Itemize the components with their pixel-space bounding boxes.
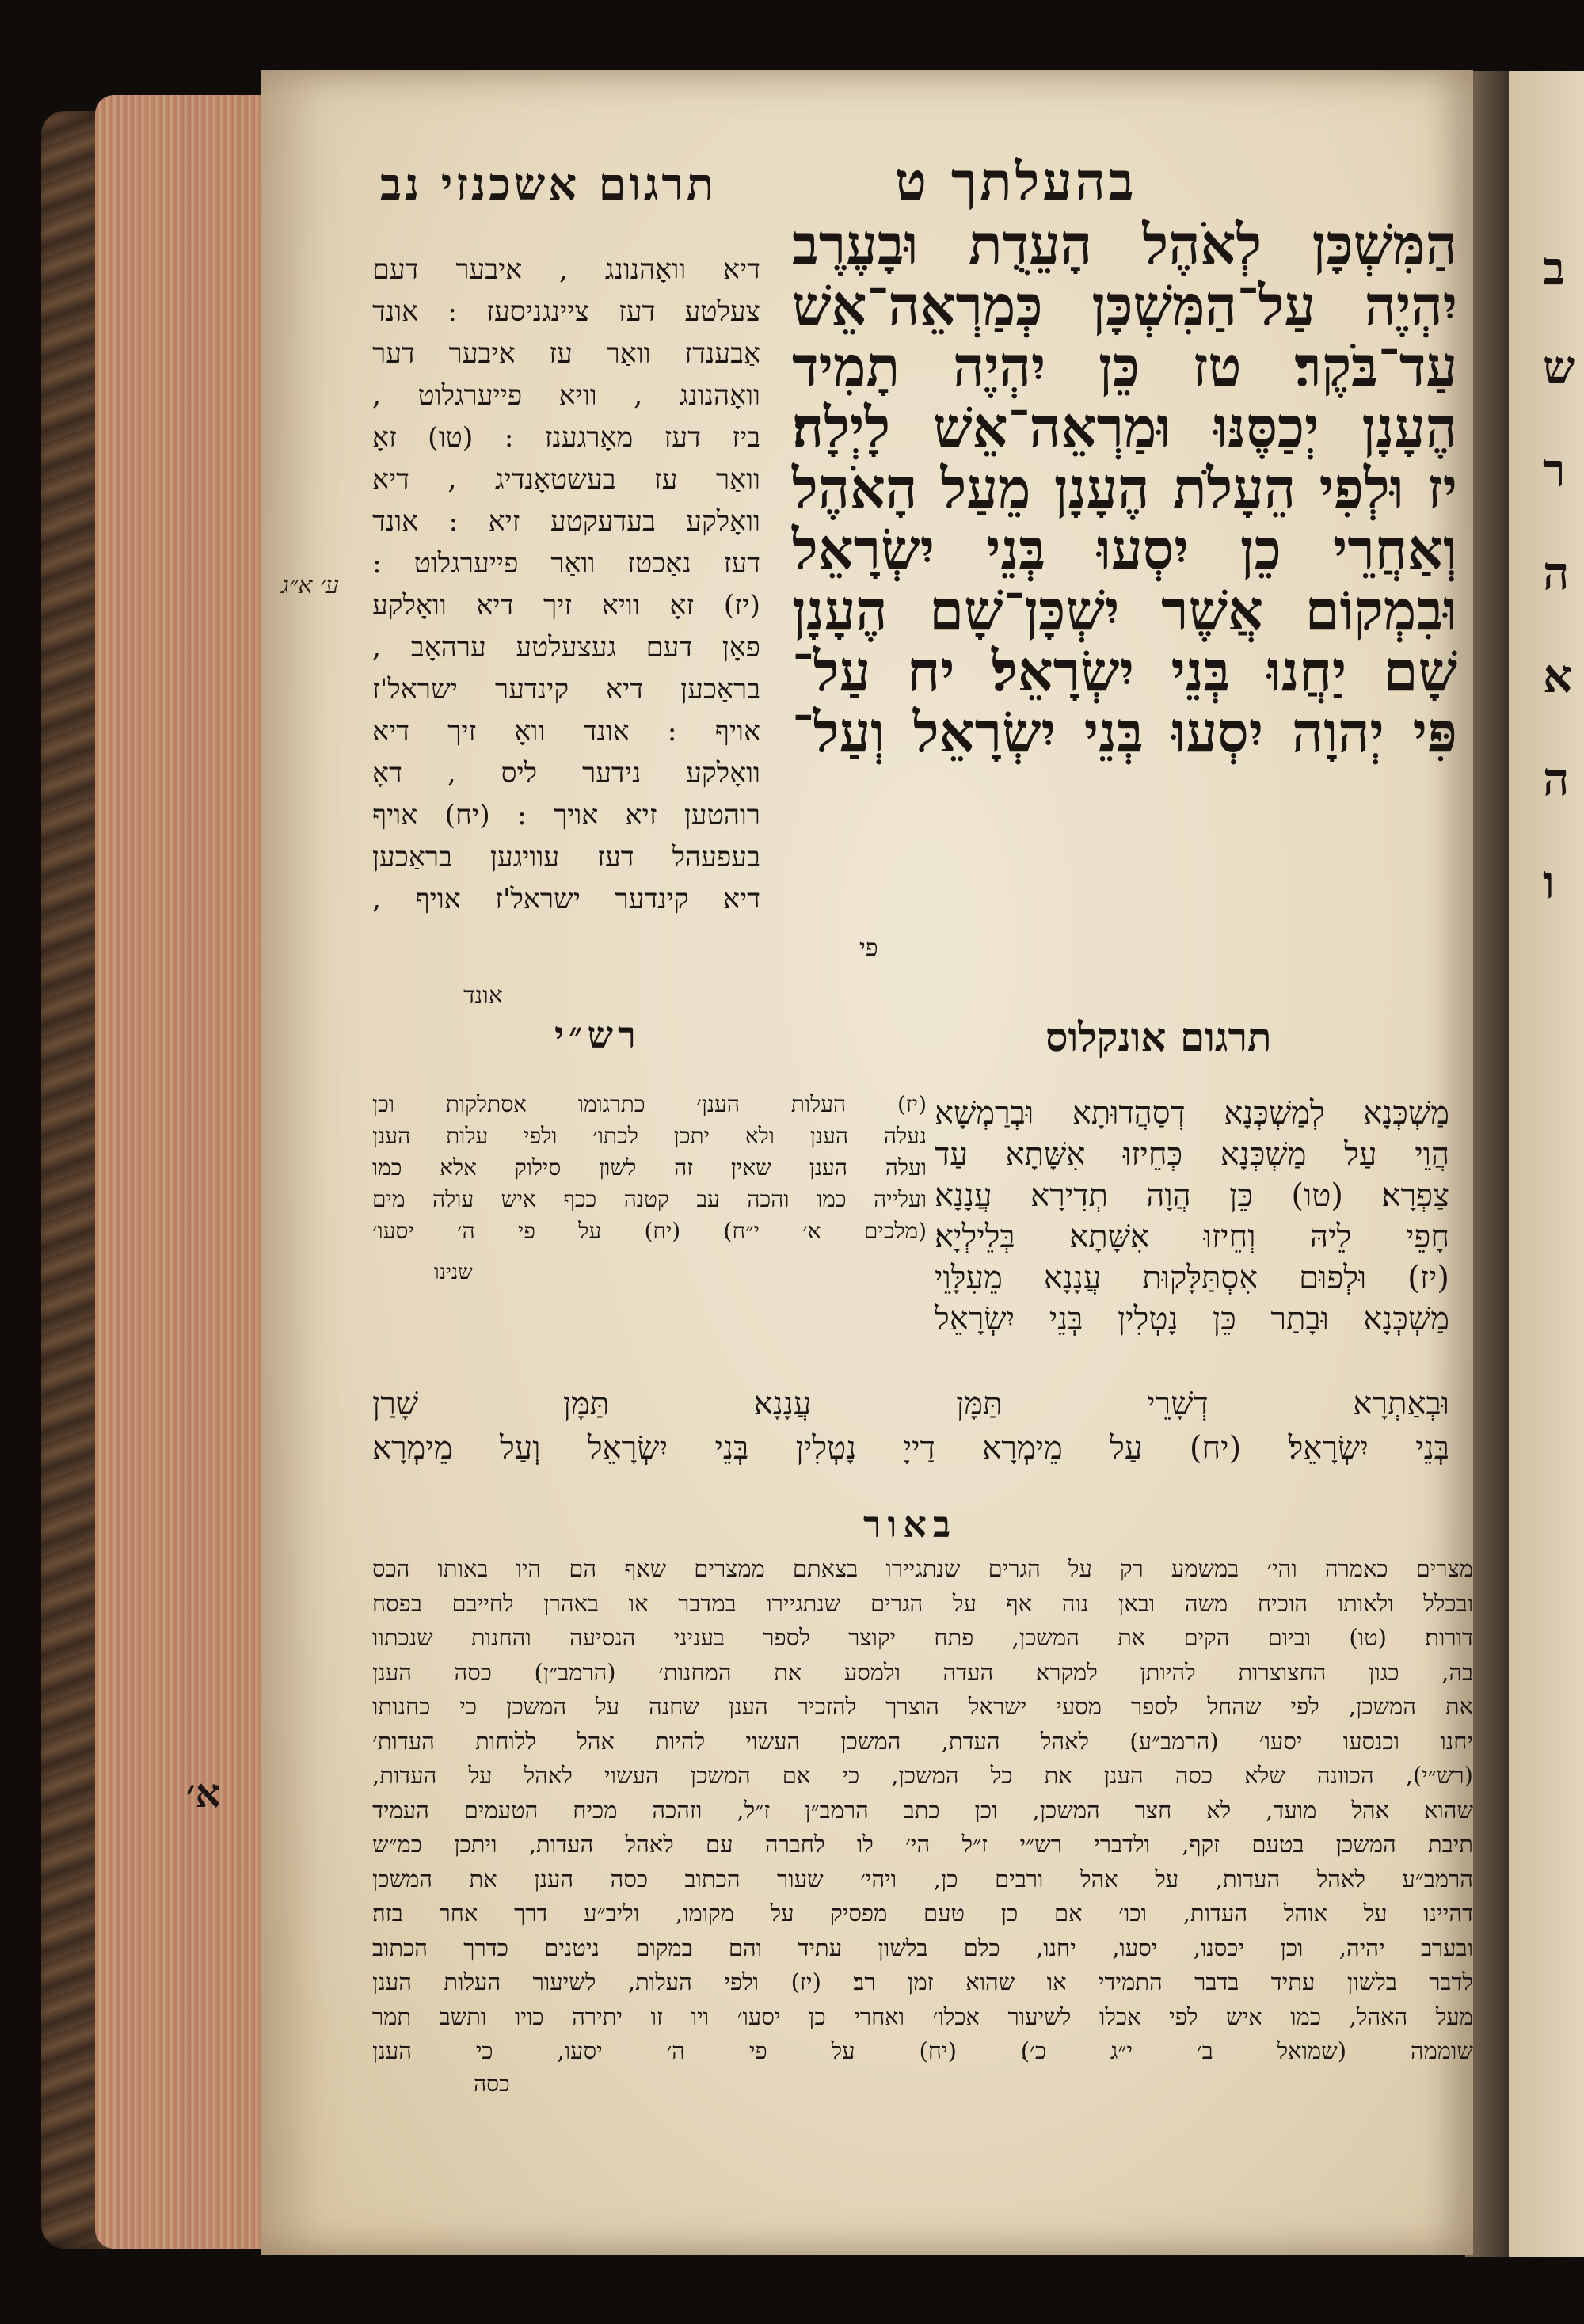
yiddish-line: בעפעהל דעז עוויגען בראַכען [372, 842, 760, 873]
biur-line: הרמב״ע לאהל העדות, על אהל ורבים כן, ויהי׳ שעור הכתוב כסה הענן את המשכן [372, 1865, 1473, 1892]
torah-line: יִהְיֶה עַל־הַמִּשְׁכָּן כְּמַרְאֵה־אֵשׁ [792, 272, 1457, 338]
page-header-right: בהעלתך ט [895, 150, 1137, 212]
rashi-line: נעלה הענן ולא יתכן לכתו׳ ולפי עלות הענן [372, 1123, 927, 1149]
rashi-text-block [372, 1089, 927, 1247]
rashi-line: ועלייה כמו והכה עב קטנה ככף איש עולה מים [372, 1186, 927, 1212]
next-page-letter: ה [1543, 546, 1570, 600]
onkelos-line: בְּנֵי יִשְׂרָאֵל׃ (יח) עַל מֵימְרָא דַייָ נָטְלִין בְּנֵי יִשְׂרָאֵל וְעַל מֵימְרָא [372, 1430, 1449, 1466]
torah-text-block [792, 211, 1457, 974]
page-edges [95, 95, 277, 2249]
biur-line: תיבת המשכן בטעם זקף, ולדברי רש״י ז״ל הי׳ לו לחברה עם לאהל העדות, ויתכן כמ״ש [372, 1831, 1473, 1858]
biur-line: מצרים כאמרה והי׳ במשמע רק על הגרים שנתגיירו בצאתם ממצרים שאף הם היו באותו הכס [372, 1555, 1473, 1582]
torah-line: וּבִמְקוֹם אֲשֶׁר יִשְׁכָּן־שָׁם הֶעָנָן [792, 577, 1457, 643]
yiddish-line: (יז) זאָ וויא זיך דיא וואָלקע [372, 590, 760, 622]
biur-line: שוממה (שמואל ב׳ י״ג כ׳)׃ (יח) על פי ה׳ יסעו, כי הענן [372, 2037, 1473, 2064]
next-page-letter: ש [1543, 340, 1576, 394]
biur-line: בה, כגון החצוצרות להיותן למקרא העדה ולמסע את המחנות׳ (הרמב״ן)׃ כסה הענן [372, 1658, 1473, 1686]
torah-line: יז וּלְפִי הֵעָלֹת הֶעָנָן מֵעַל הָאֹהֶל [792, 455, 1457, 521]
rashi-line: ועלה הענן שאין זה לשון סילוק אלא כמו [372, 1154, 927, 1181]
next-page-edge [1505, 71, 1584, 2257]
onkelos-continuation [372, 1382, 1449, 1470]
yiddish-line: צעלטע דעז ציינגניסעז : אונד [372, 296, 760, 328]
biur-line: את המשכן, לפי שהחל לספר מסעי ישראל הוצרך להזכיר הענן שחנה על המשכן כי כחנותו [372, 1693, 1473, 1720]
page-header-left: תרגום אשכנזי נב [380, 158, 718, 211]
biur-line: (רש״י), הכוונה שלא כסה הענן את כל המשכן, כי אם המשכן העשוי לאהל על העדות, [372, 1762, 1473, 1789]
next-page-letter: א [1543, 649, 1573, 703]
yiddish-line: וואַר עז בעשטאָנדיג , דיא [372, 464, 760, 496]
onkelos-line: מַשְׁכְּנָא לְמַשְׁכְּנָא דְסַהֲדוּתָא וּבְרַמְשָׁא [935, 1095, 1449, 1132]
yiddish-translation-block [372, 249, 760, 1010]
biur-line: ובכלל ולאותו הוכיח משה ובאן נוה אף על הגרים שנתגיירו במדבר או באהרן לחייבם בפסח [372, 1589, 1473, 1617]
yiddish-line: פאָן דעם געצעלטע ערהאָב , [372, 632, 760, 664]
yiddish-line: בראַכען דיא קינדער ישראל'ז [372, 674, 760, 706]
torah-line: הֶעָנָן יְכַסֶּנּוּ וּמַרְאֵה־אֵשׁ לָיְלָה׃ [792, 394, 1457, 460]
margin-mark: א׳ [186, 1770, 221, 1816]
torah-line: עַד־בֹּקֶר׃ טז כֵּן יִהְיֶה תָמִיד [792, 333, 1457, 399]
catchword-torah: פי [859, 934, 878, 962]
onkelos-line: מַשְׁכְּנָא וּבָתַר כֵּן נָטְלִין בְּנֵי יִשְׂרָאֵל [935, 1301, 1449, 1337]
yiddish-line: דיא קינדער ישראל'ז אויף , [372, 884, 760, 915]
biur-line: לדבר בלשון עתיד בדבר התמידי או שהוא זמן רב׃ (יז) ולפי העלות, לשיעור העלות הענן [372, 1968, 1473, 1995]
torah-line: פִּי יְהוָה יִסְעוּ בְּנֵי יִשְׂרָאֵל וְעַל־ [792, 699, 1457, 765]
yiddish-line: וואָלקע בעדעקטע זיא : אונד [372, 506, 760, 538]
yiddish-line: וואָלקע נידער ליס , דאָ [372, 758, 760, 789]
yiddish-line: דעז נאַכטז וואַר פייערגלוט : [372, 548, 760, 580]
yiddish-line: ביז דעז מאָרגענז : (טו) זאָ [372, 422, 760, 454]
biur-line: דורות׃ (טו) וביום הקים את המשכן, פתח יקוצר לספר בעניני הנסיעה והחנות שנכתוו [372, 1624, 1473, 1651]
next-page-letter: ר [1543, 443, 1566, 497]
next-page-letter: ו [1543, 855, 1555, 909]
catchword-biur: כסה [474, 2071, 510, 2097]
onkelos-heading: תרגום אונקלוס [1045, 1014, 1272, 1060]
next-page-letter: ב [1543, 242, 1565, 295]
handwritten-margin-note: ע׳ א״ג [281, 572, 339, 599]
biur-line: מעל האהל, כמו איש לפי אכלו לשיעור אכלו׳ ואחרי כן יסעו׳ ויו זו יתירה כויו ותשב תמר [372, 2003, 1473, 2030]
yiddish-line: דיא וואָהנונג , איבער דעם [372, 254, 760, 286]
biur-line: דהיינו על אוהל העדות, וכו׳ אם כן טעם מפסיק על מקומו, וליב״ע דרך אחר בזה׃ [372, 1900, 1473, 1927]
torah-line: שָׁם יַחֲנוּ בְּנֵי יִשְׂרָאֵל׃ יח עַל־ [792, 638, 1457, 704]
catchword-rashi: שנינו [434, 1261, 473, 1284]
rashi-line: (יז) העלות הענן׳ כתרגומו אסתלקות וכן [372, 1091, 927, 1117]
onkelos-line: הֲוֵי עַל מַשְׁכְּנָא כְּחֵיזוּ אִשָּׁתָא עַד [935, 1136, 1449, 1173]
yiddish-line: רוהטען זיא אויך : (יח) אויף [372, 800, 760, 831]
catchword-yiddish: אונד [463, 982, 503, 1010]
rashi-line: (מלכים א׳ י״ח)׃ (יח) על פי ה׳ יסעו׳ [372, 1218, 927, 1244]
rashi-heading: רש״י [554, 1014, 641, 1056]
biur-line: שהוא אהל מועד, לא חצר המשכן, וכן כתב הרמב״ן ז״ל, וזהכה מכיח הטעמים העמיד [372, 1796, 1473, 1824]
yiddish-line: וואָהנונג , וויא פייערגלוט , [372, 380, 760, 412]
onkelos-line: צַפְרָא׃ (טו) כֵּן הֲוָה תְדִירָא עֲנָנָא [935, 1177, 1449, 1214]
next-page-letter: ה [1543, 752, 1570, 806]
biur-line: יחנו וכנסעו יסעו׳ (הרמב״ע)׃ לאהל העדת, המשכן העשוי להיות אהל ללוחות העדות׳ [372, 1727, 1473, 1755]
onkelos-line: (יז) וּלְפוּם אִסְתַּלָּקוּת עֲנָנָא מֵעִלָּוֵי [935, 1260, 1449, 1296]
torah-line: הַמִּשְׁכָּן לְאֹהֶל הָעֵדֻת וּבָעֶרֶב [792, 211, 1457, 277]
biur-line: ובערב יהיה, וכן יכסנו, יסעו, יחנו, כלם בלשון עתיד והם במקום ניטנים כדרך הכתוב [372, 1934, 1473, 1961]
biur-commentary-block [372, 1552, 1473, 2069]
onkelos-line: וּבְאַתְרָא דְשָׁרֵי תַּמָּן עֲנָנָא תַּמָּן שָׁרַן [372, 1386, 1449, 1422]
onkelos-line: חָפֵי לֵיהּ וְחֵיזוּ אִשָּׁתָא בְּלֵילְיָא׃ [935, 1219, 1449, 1255]
onkelos-text-block [935, 1093, 1449, 1394]
biur-heading: באור [863, 1503, 958, 1546]
yiddish-line: אויף : אונד וואָ זיך דיא [372, 716, 760, 747]
yiddish-line: אַבענדז וואַר עז איבער דער [372, 338, 760, 370]
torah-line: וְאַחֲרֵי כֵן יִסְעוּ בְּנֵי יִשְׂרָאֵל [792, 516, 1457, 582]
